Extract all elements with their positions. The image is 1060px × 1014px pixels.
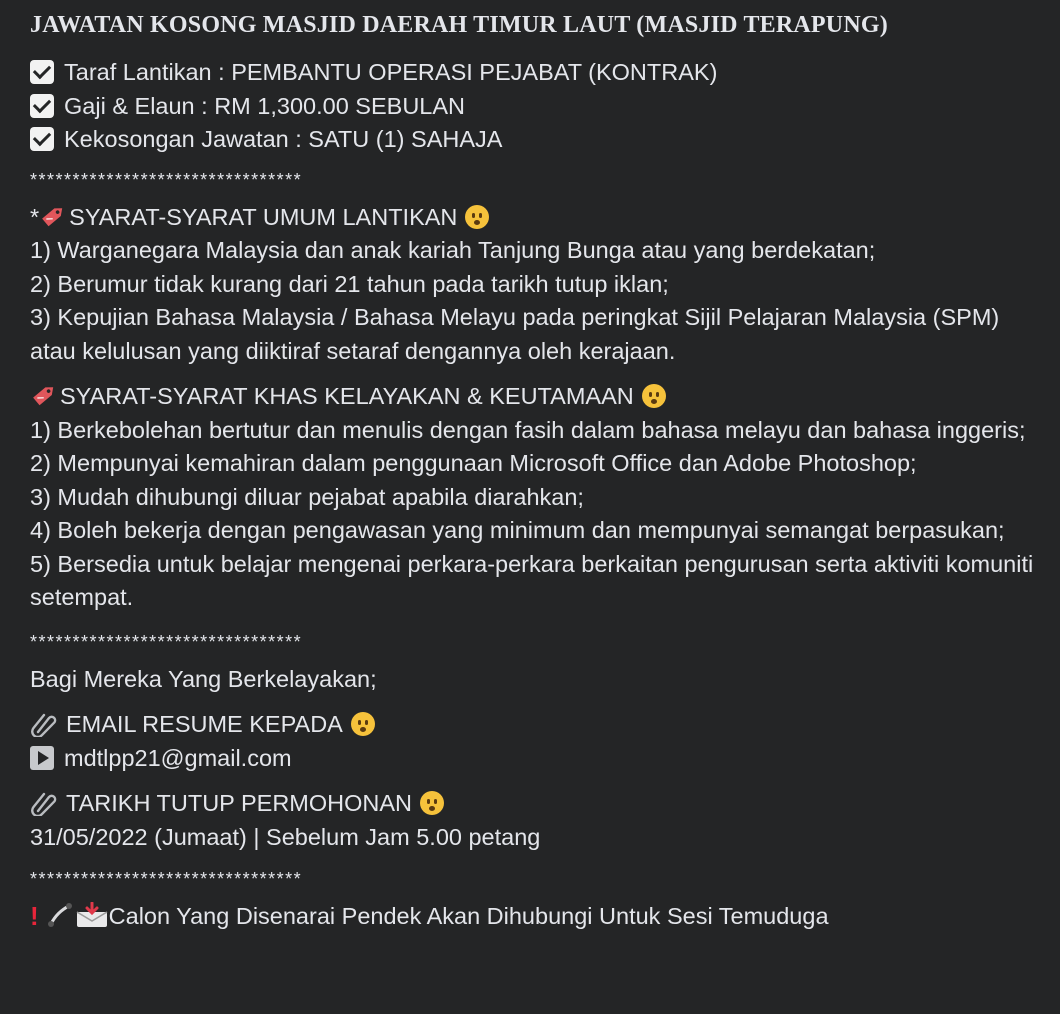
post-title: JAWATAN KOSONG MASJID DAERAH TIMUR LAUT (MASJID TERAPUNG) [30,12,888,38]
email-line [30,742,1060,776]
summary-item [30,123,1060,157]
summary-item [30,90,1060,124]
footer-note [30,900,1060,934]
summary-item [30,56,1060,90]
email-heading [30,708,1060,742]
separator: ******************************** [30,869,303,889]
separator: ******************************** [30,631,303,652]
general-heading [30,201,1060,235]
telephone-icon [47,902,75,928]
label-tag-icon [30,383,58,407]
list-item: 1) Berkebolehan bertutur dan menulis dengan fasih dalam bahasa melayu dan bahasa inggeris; [30,416,1026,443]
email-address[interactable]: mdtlpp21@gmail.com [64,744,292,771]
heading-prefix: * [30,203,40,230]
list-item: 2) Berumur tidak kurang dari 21 tahun pada tarikh tutup iklan; [30,270,669,297]
exclamation-icon: ! [30,901,39,931]
check-box-icon [30,94,54,118]
heading-text: SYARAT-SYARAT UMUM LANTIKAN [69,203,458,230]
qualified-text: Bagi Mereka Yang Berkelayakan; [30,665,377,692]
list-item: 3) Kepujian Bahasa Malaysia / Bahasa Melayu pada peringkat Sijil Pelajaran Malaysia (SPM) atau kelulusan yang diiktiraf setaraf dengannya oleh kerajaan. [30,304,1000,364]
shushing-face-icon [351,712,375,736]
separator: ******************************** [30,169,303,190]
check-box-icon [30,127,54,151]
list-item: 2) Mempunyai kemahiran dalam penggunaan Microsoft Office dan Adobe Photoshop; [30,450,917,476]
heading-text: EMAIL RESUME KEPADA [66,711,343,737]
closing-date: 31/05/2022 (Jumaat) | Sebelum Jam 5.00 petang [30,823,541,850]
shushing-face-icon [642,384,666,408]
heading-text: SYARAT-SYARAT KHAS KELAYAKAN & KEUTAMAAN [60,383,634,409]
incoming-envelope-icon [75,902,109,928]
list-item: 3) Mudah dihubungi diluar pejabat apabila diarahkan; [30,483,584,510]
label-tag-icon [39,204,67,228]
special-heading [30,380,1060,414]
shushing-face-icon [420,791,444,815]
check-box-icon [30,60,54,84]
play-button-icon [30,746,54,770]
list-item: 1) Warganegara Malaysia dan anak kariah Tanjung Bunga atau yang berdekatan; [30,237,876,263]
closing-heading [30,787,1060,821]
list-item: 5) Bersedia untuk belajar mengenai perkara-perkara berkaitan pengurusan serta aktiviti komuniti setempat. [30,550,1034,610]
heading-text: TARIKH TUTUP PERMOHONAN [66,790,413,816]
summary-text: Gaji & Elaun : RM 1,300.00 SEBULAN [64,92,466,119]
footer-text: Calon Yang Disenarai Pendek Akan Dihubungi Untuk Sesi Temuduga [108,903,829,929]
list-item: 4) Boleh bekerja dengan pengawasan yang minimum dan mempunyai semangat berpasukan; [30,517,1005,543]
summary-text: Taraf Lantikan : PEMBANTU OPERASI PEJABAT (KONTRAK) [64,59,718,85]
paperclip-icon [30,790,58,816]
shushing-face-icon [465,205,489,229]
paperclip-icon [30,711,58,737]
summary-text: Kekosongan Jawatan : SATU (1) SAHAJA [64,126,503,152]
